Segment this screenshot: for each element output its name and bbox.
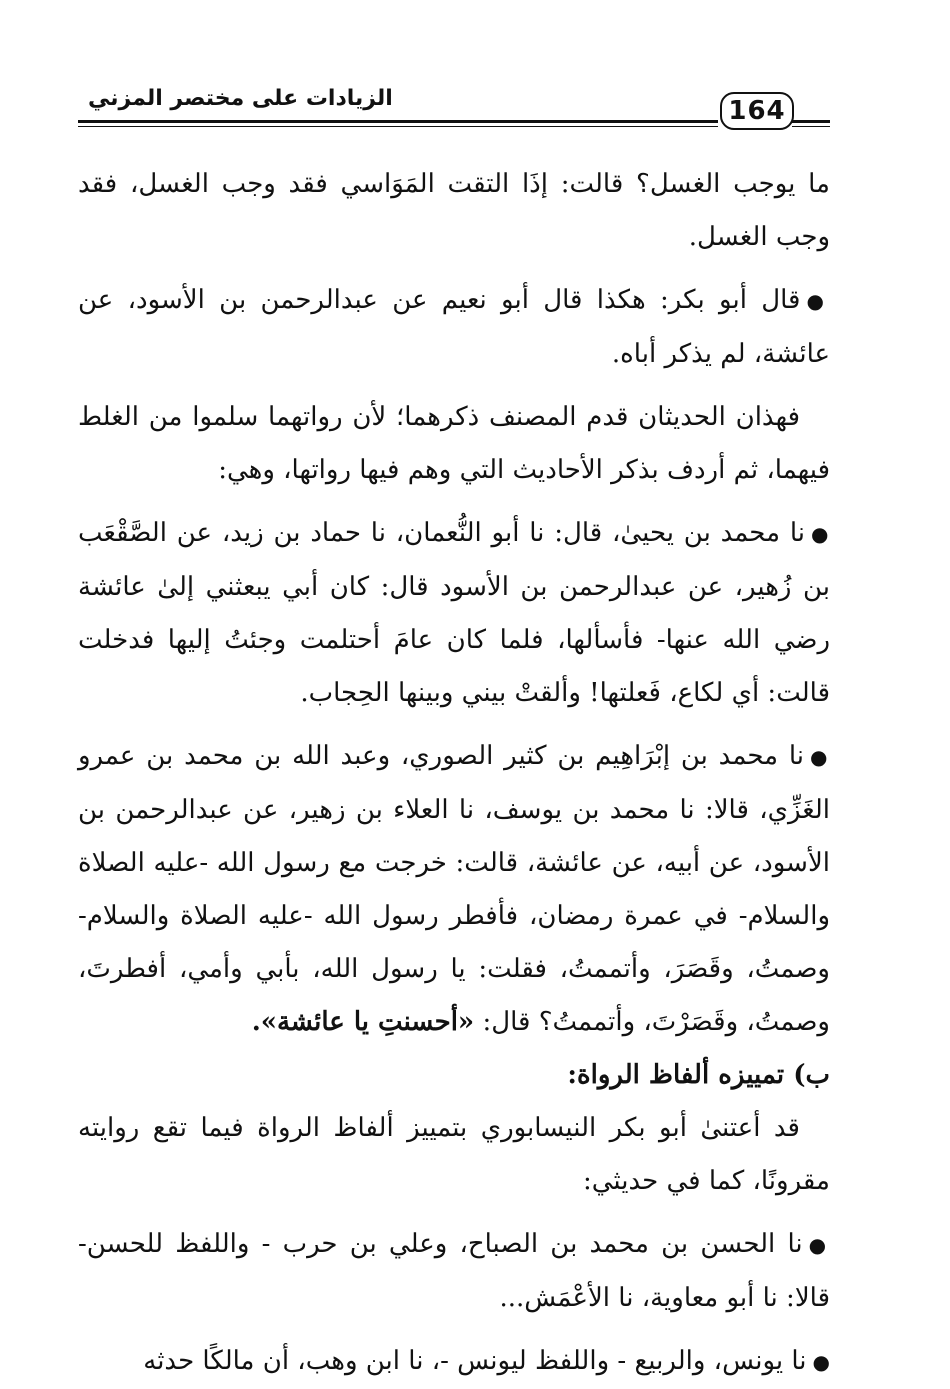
paragraph-5-text: نا محمد بن إبْرَاهِيم بن كثير الصوري، وعبد الله بن محمد بن عمرو الغَزِّي، قالا: نا محمد بن يوسف، نا العلاء بن زهير، عن عبدالرحمن بن الأسود، عن أبيه، عن عائشة، قالت: خرجت مع رسول الله -عليه الصلاة والسلام- في عمرة رمضان، فأفطر رسول الله -عليه الصلاة والسلام- وصمتُ، وقَصَرَ، وأتممتُ، فقلت: يا رسول الله، بأبي وأمي، أفطرتَ، وصمتُ، وقَصَرْتَ، وأتممتُ؟ قال:: [78, 741, 830, 1037]
page-number: 164: [720, 92, 794, 130]
header-rule-right: [792, 120, 830, 123]
page-body: [78, 158, 830, 1389]
paragraph-1: ما يوجب الغسل؟ قالت: إذَا التقت المَوَاسي فقد وجب الغسل، فقد وجب الغسل.: [78, 169, 830, 252]
paragraph-4: [78, 507, 830, 720]
paragraph-8: [78, 1335, 830, 1389]
paragraph-8-text: نا يونس، والربيع - واللفظ ليونس -، نا ابن وهب، أن مالكًا حدثه: [143, 1346, 807, 1376]
header-rule: [78, 120, 718, 123]
header-rule-right-thin: [792, 126, 830, 127]
quote-text: «أحسنتِ يا عائشة».: [251, 1007, 475, 1037]
page-header: [78, 80, 830, 130]
bullet-icon: ●: [811, 522, 831, 546]
bullet-icon: ●: [808, 1233, 830, 1257]
bullet-icon: ●: [806, 289, 830, 313]
paragraph-2-text: قال أبو بكر: هكذا قال أبو نعيم عن عبدالرحمن بن الأسود، عن عائشة، لم يذكر أباه.: [78, 285, 830, 369]
paragraph-5: [78, 730, 830, 1049]
bullet-icon: ●: [812, 1350, 830, 1374]
paragraph-7-text: نا الحسن بن محمد بن الصباح، وعلي بن حرب - واللفظ للحسن- قالا: نا أبو معاوية، نا الأعْمَش...: [78, 1229, 830, 1313]
paragraph-7: [78, 1218, 830, 1325]
paragraph-3: فهذان الحديثان قدم المصنف ذكرهما؛ لأن رواتهما سلموا من الغلط فيهما، ثم أردف بذكر الأحاديث التي وهم فيها رواتها، وهي:: [78, 402, 830, 485]
paragraph-6: قد أعتنىٰ أبو بكر النيسابوري بتمييز ألفاظ الرواة فيما تقع روايته مقرونًا، كما في حديثي:: [78, 1113, 830, 1196]
running-title: الزيادات على مختصر المزني: [88, 86, 393, 111]
section-heading: ب) تمييزه ألفاظ الرواة:: [567, 1060, 830, 1090]
header-rule-thin: [78, 126, 718, 127]
paragraph-4-text: نا محمد بن يحيىٰ، قال: نا أبو النُّعمان، نا حماد بن زيد، عن الصَّقْعَب بن زُهير، عن عبدالرحمن بن الأسود قال: كان أبي يبعثني إلىٰ عائشة رضي الله عنها- فأسألها، فلما كان عامَ أحتلمت وجئتُ إليها فدخلت قالت: أي لكاع، فَعلتها! وألقتْ بيني وبينها الحِجاب.: [78, 518, 830, 708]
bullet-icon: ●: [810, 745, 830, 769]
paragraph-2: [78, 274, 830, 381]
